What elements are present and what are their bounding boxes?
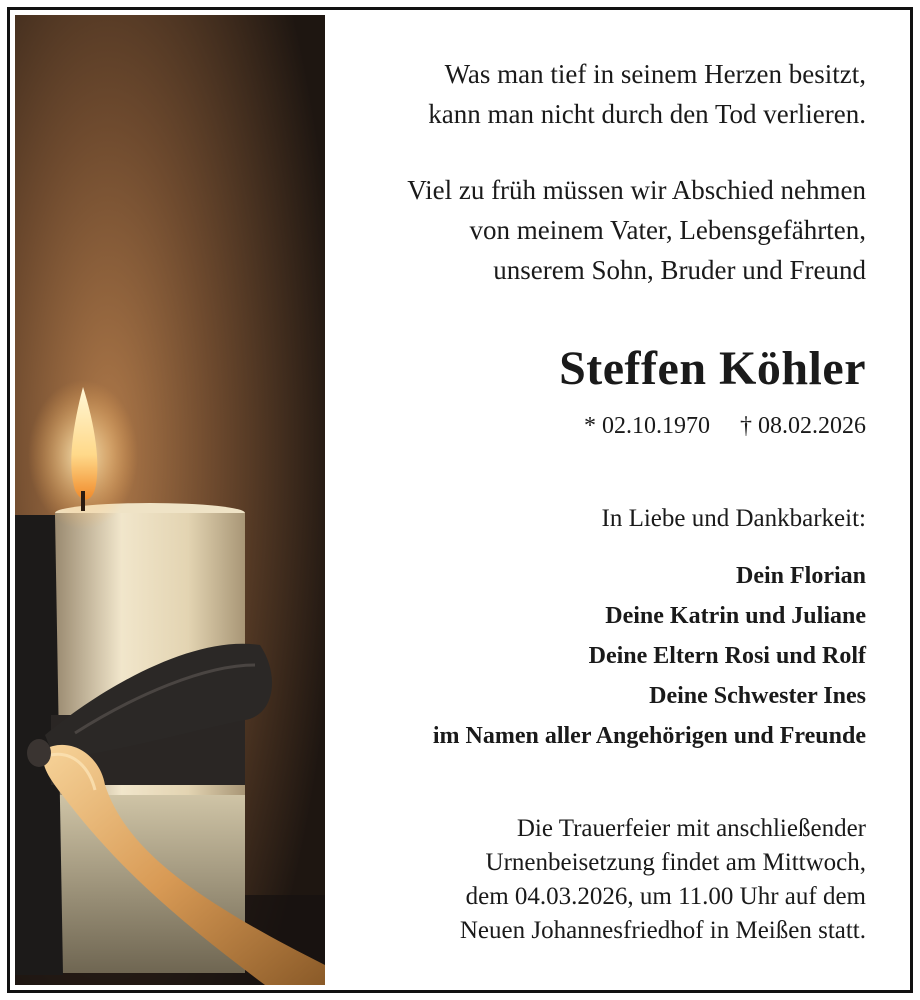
mourner-line: Deine Eltern Rosi und Rolf (588, 643, 866, 669)
motto-line: kann man nicht durch den Tod verlieren. (428, 99, 866, 129)
mourner-line: im Namen aller Angehörigen und Freunde (432, 723, 866, 749)
intro-line: Viel zu früh müssen wir Abschied nehmen (407, 175, 866, 205)
deceased-name: Steffen Köhler (559, 342, 866, 395)
thanks-line: In Liebe und Dankbarkeit: (601, 505, 866, 532)
mourner-line: Deine Schwester Ines (649, 683, 866, 709)
death-date: † 08.02.2026 (740, 413, 866, 439)
obituary-text (330, 15, 866, 985)
mourner-line: Deine Katrin und Juliane (605, 603, 866, 629)
notice-line: Neuen Johannesfriedhof in Meißen statt. (459, 917, 866, 944)
candle-photo (15, 15, 325, 985)
intro-line: von meinem Vater, Lebensgefährten, (469, 215, 866, 245)
motto-line: Was man tief in seinem Herzen besitzt, (444, 59, 866, 89)
life-dates (584, 413, 866, 440)
notice-line: dem 04.03.2026, um 11.00 Uhr auf dem (465, 883, 866, 910)
notice-line: Die Trauerfeier mit anschließender (516, 815, 866, 842)
mourner-line: Dein Florian (736, 563, 866, 589)
intro-line: unserem Sohn, Bruder und Freund (493, 255, 866, 285)
notice-line: Urnenbeisetzung findet am Mittwoch, (485, 849, 866, 876)
birth-date: * 02.10.1970 (584, 413, 710, 439)
